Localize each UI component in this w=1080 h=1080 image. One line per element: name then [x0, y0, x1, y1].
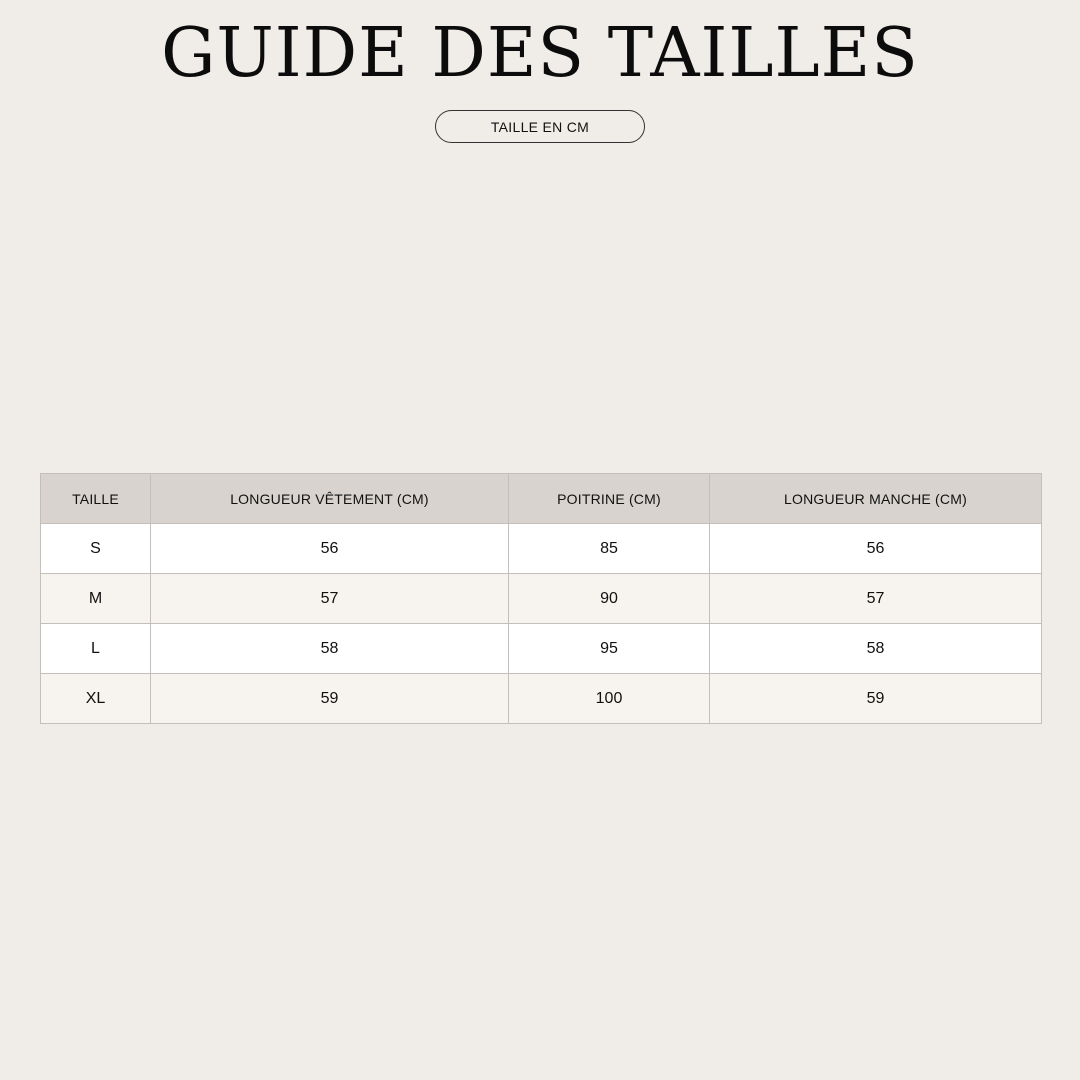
- cell-garment-length: 57: [151, 574, 509, 624]
- table-row: [41, 574, 1042, 624]
- cell-chest: 95: [509, 624, 710, 674]
- cell-sleeve-length: 59: [710, 674, 1042, 724]
- cell-garment-length: 58: [151, 624, 509, 674]
- cell-garment-length: 59: [151, 674, 509, 724]
- unit-badge: TAILLE EN CM: [435, 110, 645, 143]
- cell-sleeve-length: 57: [710, 574, 1042, 624]
- column-header-garment-length: LONGUEUR VÊTEMENT (CM): [151, 474, 509, 524]
- cell-size: XL: [41, 674, 151, 724]
- table-header-row: [41, 474, 1042, 524]
- table-row: [41, 624, 1042, 674]
- cell-size: S: [41, 524, 151, 574]
- size-chart-table: [40, 473, 1042, 724]
- column-header-size: TAILLE: [41, 474, 151, 524]
- cell-sleeve-length: 58: [710, 624, 1042, 674]
- cell-chest: 85: [509, 524, 710, 574]
- cell-garment-length: 56: [151, 524, 509, 574]
- cell-sleeve-length: 56: [710, 524, 1042, 574]
- cell-size: M: [41, 574, 151, 624]
- cell-chest: 100: [509, 674, 710, 724]
- table-row: [41, 674, 1042, 724]
- cell-size: L: [41, 624, 151, 674]
- column-header-chest: POITRINE (CM): [509, 474, 710, 524]
- page-title: GUIDE DES TAILLES: [161, 14, 919, 93]
- column-header-sleeve-length: LONGUEUR MANCHE (CM): [710, 474, 1042, 524]
- cell-chest: 90: [509, 574, 710, 624]
- table-row: [41, 524, 1042, 574]
